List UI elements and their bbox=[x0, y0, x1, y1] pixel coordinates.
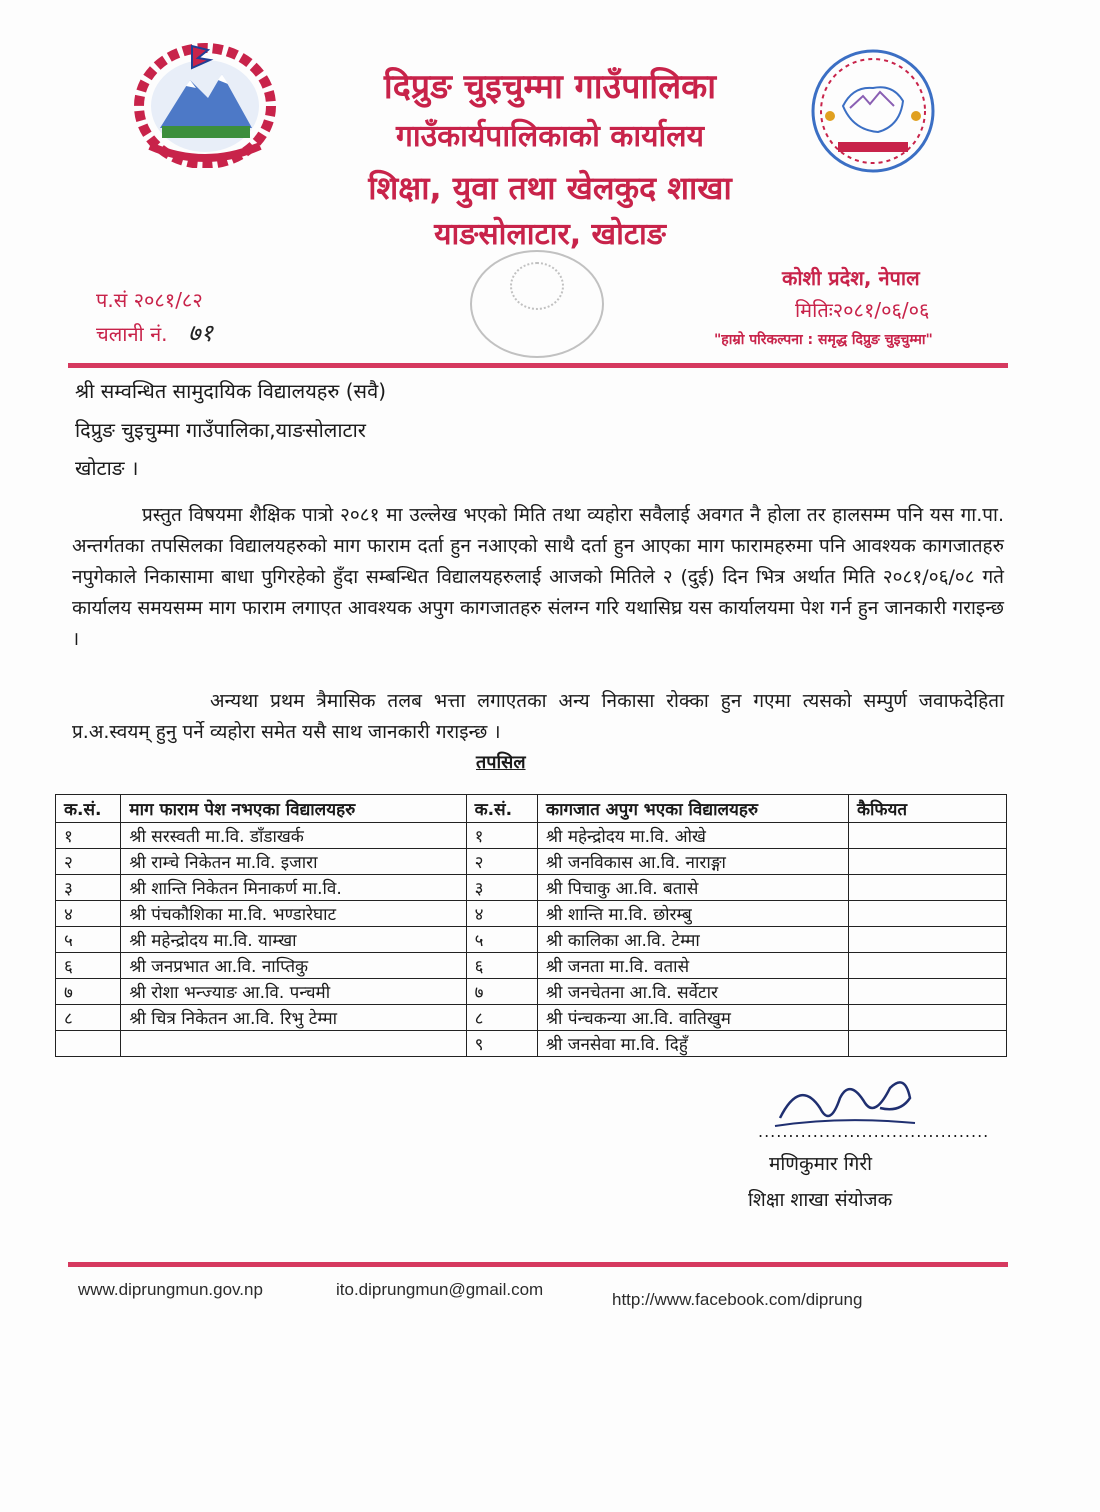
cell-school-no-form: श्री सरस्वती मा.वि. डाँडाखर्क bbox=[121, 823, 466, 849]
addressee-line-1: श्री सम्वन्धित सामुदायिक विद्यालयहरु (सवै) bbox=[75, 379, 386, 403]
header-schools-missing-docs: कागजात अपुग भएका विद्यालयहरु bbox=[538, 795, 849, 823]
cell-serial-2: ३ bbox=[466, 875, 537, 901]
table-row bbox=[56, 979, 1007, 1005]
office-stamp-inner bbox=[510, 262, 564, 310]
cell-school-no-form: श्री चित्र निकेतन आ.वि. रिभु टेम्मा bbox=[121, 1005, 466, 1031]
header-municipality-name: दिप्रुङ चुइचुम्मा गाउँपालिका bbox=[383, 67, 717, 107]
table-row bbox=[56, 849, 1007, 875]
cell-serial-1: ३ bbox=[56, 875, 121, 901]
signatory-title: शिक्षा शाखा संयोजक bbox=[748, 1189, 893, 1211]
nepal-emblem-logo bbox=[130, 38, 280, 168]
cell-school-no-form: श्री जनप्रभात आ.वि. नाप्तिकु bbox=[121, 953, 466, 979]
dispatch-number-label: चलानी नं. bbox=[96, 322, 168, 346]
cell-school-no-form: श्री पंचकौशिका मा.वि. भण्डारेघाट bbox=[121, 901, 466, 927]
cell-remarks bbox=[848, 979, 1006, 1005]
cell-school-missing-docs: श्री जनता मा.वि. वतासे bbox=[538, 953, 849, 979]
header-section-name: शिक्षा, युवा तथा खेलकुद शाखा bbox=[368, 169, 732, 207]
letter-date: मितिः२०८१/०६/०६ bbox=[795, 298, 930, 322]
table-header-row bbox=[56, 795, 1007, 823]
cell-serial-1: ७ bbox=[56, 979, 121, 1005]
cell-serial-1: ५ bbox=[56, 927, 121, 953]
cell-school-missing-docs: श्री पिचाकु आ.वि. बतासे bbox=[538, 875, 849, 901]
header-remarks: कैफियत bbox=[848, 795, 1006, 823]
cell-serial-1: ८ bbox=[56, 1005, 121, 1031]
cell-remarks bbox=[848, 849, 1006, 875]
cell-serial-1: २ bbox=[56, 849, 121, 875]
table-title: तपसिल bbox=[476, 752, 526, 773]
cell-school-missing-docs: श्री कालिका आ.वि. टेम्मा bbox=[538, 927, 849, 953]
municipality-logo bbox=[808, 46, 938, 176]
school-list-table bbox=[55, 794, 1007, 1057]
cell-school-missing-docs: श्री जनचेतना आ.वि. सर्वेटार bbox=[538, 979, 849, 1005]
cell-school-no-form: श्री शान्ति निकेतन मिनाकर्ण मा.वि. bbox=[121, 875, 466, 901]
footer-divider bbox=[68, 1262, 1008, 1267]
table-row bbox=[56, 823, 1007, 849]
cell-remarks bbox=[848, 875, 1006, 901]
slogan: "हाम्रो परिकल्पना : समृद्ध दिप्रुङ चुइचुम्मा" bbox=[714, 332, 933, 348]
signature-dots: ...................................... bbox=[758, 1122, 990, 1141]
cell-serial-2: २ bbox=[466, 849, 537, 875]
cell-serial-1 bbox=[56, 1031, 121, 1057]
cell-serial-2: ४ bbox=[466, 901, 537, 927]
cell-school-missing-docs: श्री शान्ति मा.वि. छोरम्बु bbox=[538, 901, 849, 927]
header-office-name: गाउँकार्यपालिकाको कार्यालय bbox=[395, 119, 704, 154]
footer-email-link[interactable]: ito.diprungmun@gmail.com bbox=[336, 1280, 544, 1299]
dispatch-number: ७१ bbox=[188, 319, 213, 347]
cell-serial-2: ६ bbox=[466, 953, 537, 979]
table-row bbox=[56, 875, 1007, 901]
cell-remarks bbox=[848, 953, 1006, 979]
cell-serial-2: १ bbox=[466, 823, 537, 849]
table-row bbox=[56, 927, 1007, 953]
cell-school-missing-docs: श्री महेन्द्रोदय मा.वि. ओखे bbox=[538, 823, 849, 849]
cell-remarks bbox=[848, 1031, 1006, 1057]
cell-school-missing-docs: श्री पंन्चकन्या आ.वि. वातिखुम bbox=[538, 1005, 849, 1031]
table-row bbox=[56, 1005, 1007, 1031]
cell-remarks bbox=[848, 1005, 1006, 1031]
addressee-line-3: खोटाङ । bbox=[75, 456, 139, 480]
cell-serial-1: ६ bbox=[56, 953, 121, 979]
cell-serial-2: ५ bbox=[466, 927, 537, 953]
cell-serial-2: ८ bbox=[466, 1005, 537, 1031]
header-divider bbox=[68, 363, 1008, 368]
cell-remarks bbox=[848, 901, 1006, 927]
cell-school-missing-docs: श्री जनसेवा मा.वि. दिहुँ bbox=[538, 1031, 849, 1057]
body-paragraph-1: प्रस्तुत विषयमा शैक्षिक पात्रो २०८१ मा उल्लेख भएको मिति तथा व्यहोरा सवैलाई अवगत नै होला तर हालसम्म पनि यस गा.पा. अन्तर्गतका तपसिलका विद्यालयहरुको माग फाराम दर्ता हुन नआएको साथै दर्ता हुन आएका माग फारामहरुमा पनि आवश्यक कागजातहरु नपुगेकाले निकासामा बाधा पुगिरहेको हुँदा सम्बन्धित विद्यालयहरुलाई आजको मितिले २ (दुई) दिन भित्र अर्थात मिति २०८१/०६/०८ गते कार्यालय समयसम्म माग फाराम लगाएत आवश्यक अपुग कागजातहरु संलग्न गरि यथासिघ्र यस कार्यालयमा पेश गर्न हुन जानकारी गराइन्छ । bbox=[72, 504, 1004, 650]
cell-school-no-form: श्री राम्चे निकेतन मा.वि. इजारा bbox=[121, 849, 466, 875]
table-row bbox=[56, 1031, 1007, 1057]
cell-school-no-form: श्री महेन्द्रोदय मा.वि. याम्खा bbox=[121, 927, 466, 953]
footer-website-link[interactable]: www.diprungmun.gov.np bbox=[78, 1280, 263, 1299]
cell-school-missing-docs: श्री जनविकास आ.वि. नाराङ्गा bbox=[538, 849, 849, 875]
table-row bbox=[56, 901, 1007, 927]
cell-school-no-form: श्री रोशा भन्ज्याङ आ.वि. पन्चमी bbox=[121, 979, 466, 1005]
body-paragraph-2: अन्यथा प्रथम त्रैमासिक तलब भत्ता लगाएतका अन्य निकासा रोक्का हुन गएमा त्यसको सम्पुर्ण जवाफदेहिता प्र.अ.स्वयम् हुनु पर्ने व्यहोरा समेत यसै साथ जानकारी गराइन्छ । bbox=[72, 690, 1004, 743]
province-label: कोशी प्रदेश, नेपाल bbox=[782, 266, 920, 290]
header-serial-1: क.सं. bbox=[56, 795, 121, 823]
footer-facebook-link[interactable]: http://www.facebook.com/diprung bbox=[612, 1290, 863, 1309]
table-row bbox=[56, 953, 1007, 979]
addressee-line-2: दिप्रुङ चुइचुम्मा गाउँपालिका,याङसोलाटार bbox=[75, 418, 366, 442]
cell-serial-1: १ bbox=[56, 823, 121, 849]
header-location: याङसोलाटार, खोटाङ bbox=[434, 217, 666, 252]
cell-serial-2: ७ bbox=[466, 979, 537, 1005]
header-serial-2: क.सं. bbox=[466, 795, 537, 823]
cell-remarks bbox=[848, 927, 1006, 953]
signatory-name: मणिकुमार गिरी bbox=[769, 1153, 873, 1175]
header-schools-no-form: माग फाराम पेश नभएका विद्यालयहरु bbox=[121, 795, 466, 823]
reference-number: प.सं २०८१/८२ bbox=[96, 288, 203, 312]
cell-serial-2: ९ bbox=[466, 1031, 537, 1057]
cell-remarks bbox=[848, 823, 1006, 849]
cell-school-no-form bbox=[121, 1031, 466, 1057]
cell-serial-1: ४ bbox=[56, 901, 121, 927]
